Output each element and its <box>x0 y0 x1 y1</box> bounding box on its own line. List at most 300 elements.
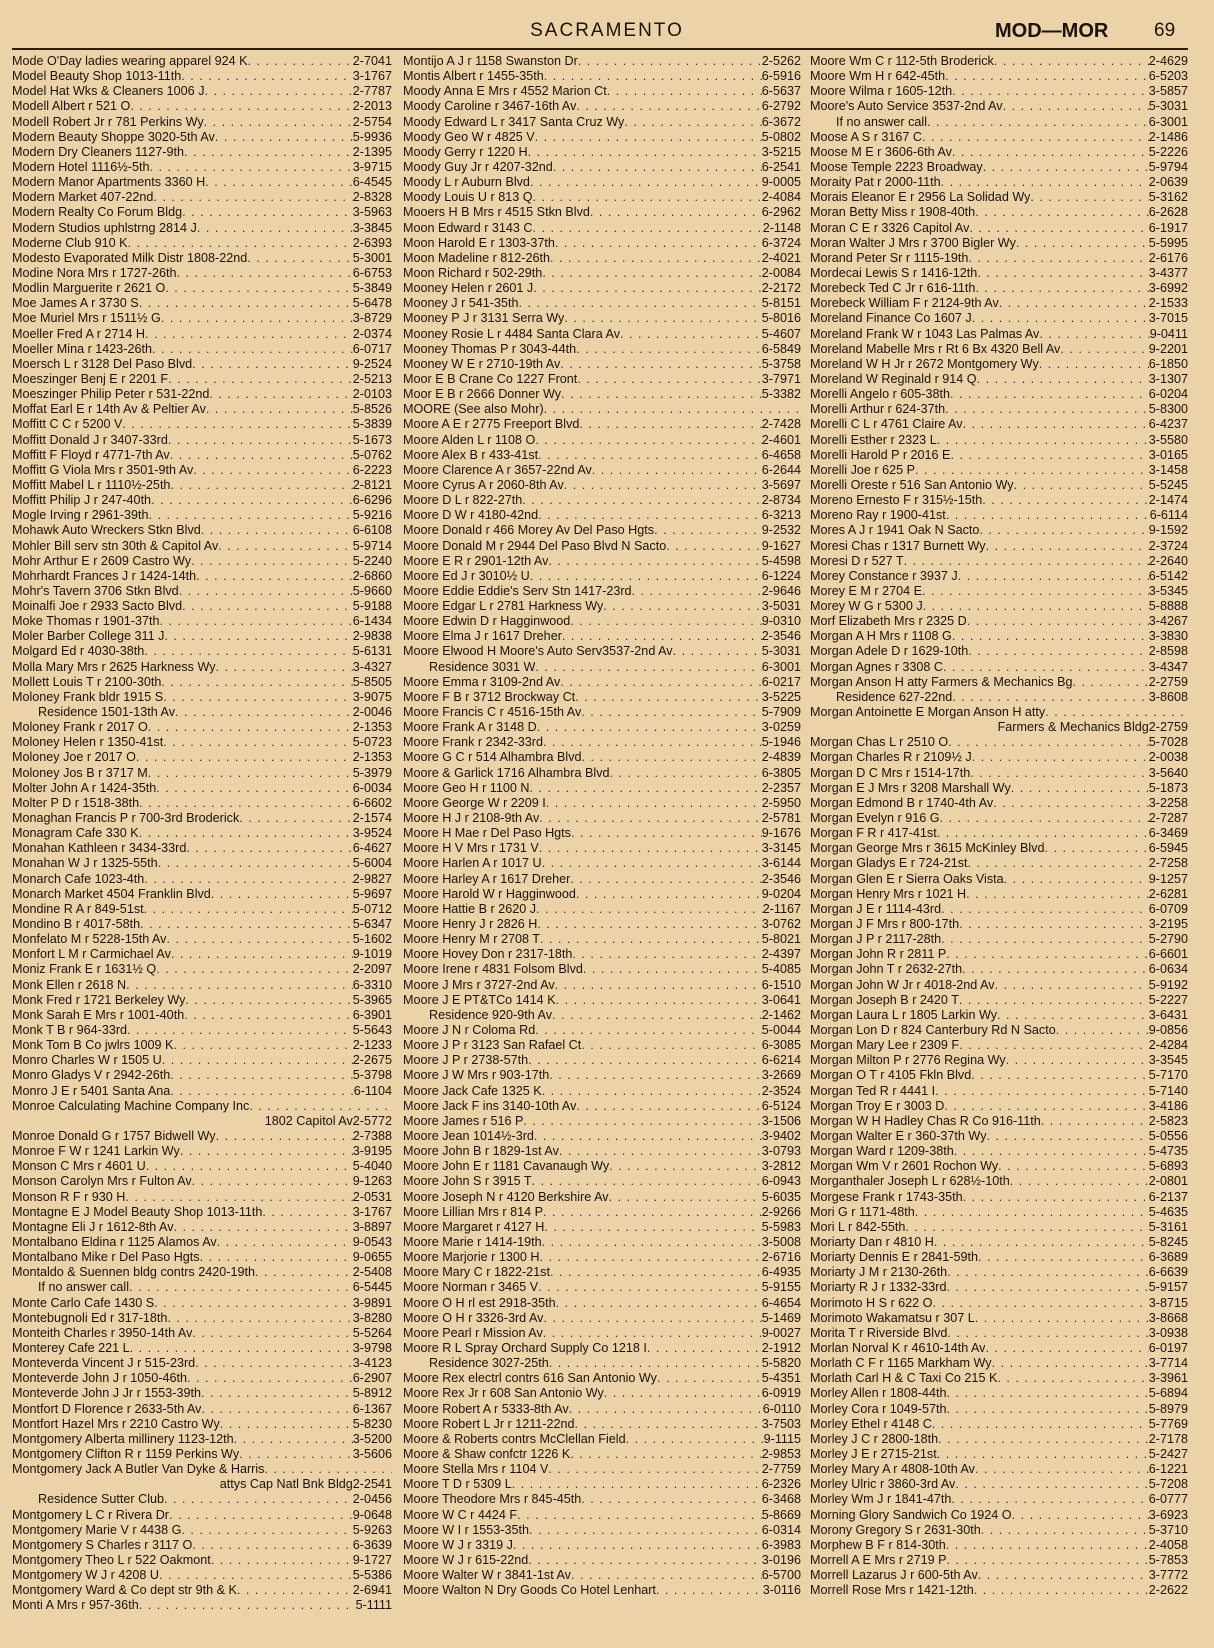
listing-row <box>810 145 1188 160</box>
listing-row <box>810 160 1188 175</box>
listing-phone: 2-1167 <box>762 901 801 916</box>
listing-name: Residence 1501-13th Av <box>38 705 175 720</box>
listing-name: Moore W I r 1553-35th <box>403 1522 529 1537</box>
listing-row <box>12 1477 392 1492</box>
dot-leader <box>264 1462 392 1477</box>
listing-phone: 2-0456 <box>352 1492 392 1507</box>
listing-row <box>12 1250 392 1265</box>
listing-row <box>12 433 392 448</box>
listing-phone: 2-4021 <box>761 250 801 265</box>
listing-name: Moore Ed J r 3010½ U <box>403 568 530 583</box>
listing-phone: 6-4237 <box>1148 417 1188 432</box>
listing-name: Farmers & Mechanics Bldg <box>997 720 1149 735</box>
listing-name: Moloney Frank r 2017 O <box>12 720 148 735</box>
listing-name: Moore J P r 3123 San Rafael Ct <box>403 1038 582 1053</box>
listing-row <box>810 932 1188 947</box>
listing-phone: 3-9524 <box>352 826 392 841</box>
dot-leader <box>548 554 761 569</box>
dot-leader <box>549 1068 762 1083</box>
listing-phone: 9-0856 <box>1148 1023 1188 1037</box>
dot-leader <box>528 1053 762 1068</box>
listing-row <box>12 1038 392 1053</box>
listing-name: Morgan Anson H atty Farmers & Mechanics Bg <box>810 674 1073 689</box>
listing-name: Moler Barber College 311 J <box>12 629 165 644</box>
listing-column-3 <box>810 54 1188 1598</box>
listing-phone: 5-5995 <box>1148 235 1188 250</box>
listing-name: Residence 3027-25th <box>429 1356 549 1371</box>
dot-leader <box>533 221 763 236</box>
dot-leader <box>215 130 353 145</box>
listing-name: Moody Anna E Mrs r 4552 Marion Ct <box>403 84 607 99</box>
dot-leader <box>578 54 762 69</box>
listing-row <box>403 84 801 99</box>
listing-name: Modern Realty Co Forum Bldg <box>12 205 183 220</box>
listing-row <box>403 145 801 160</box>
listing-row <box>810 599 1188 614</box>
dot-leader <box>175 705 353 720</box>
listing-row <box>12 1568 392 1583</box>
listing-row <box>403 448 801 463</box>
listing-name: Montgomery L C r Rivera Dr <box>12 1507 169 1522</box>
listing-phone: 6-1367 <box>352 1401 392 1416</box>
listing-phone: 2-3524 <box>761 1083 801 1098</box>
dot-leader <box>555 978 762 993</box>
listing-name: Mooney Helen r 2601 J <box>403 281 534 296</box>
listing-name: Monte Carlo Cafe 1430 S <box>12 1295 155 1310</box>
dot-leader <box>657 1371 762 1386</box>
dot-leader <box>144 902 353 917</box>
dot-leader <box>122 417 352 432</box>
listing-name: Morelli Arthur r 624-37th <box>810 402 946 417</box>
listing-row <box>12 357 392 372</box>
listing-name: Moresi D r 527 T <box>810 553 904 568</box>
listing-name: Moore R L Spray Orchard Supply Co 1218 I <box>403 1340 647 1355</box>
listing-row <box>12 327 392 342</box>
dot-leader <box>192 1174 353 1189</box>
listing-phone: 5-3031 <box>761 644 801 659</box>
dot-leader <box>576 887 762 902</box>
listing-name: Molter P D r 1518-38th <box>12 795 140 810</box>
listing-row <box>12 584 392 599</box>
listing-phone: 2-8328 <box>352 190 392 205</box>
dot-leader <box>1011 781 1149 796</box>
listing-row <box>12 160 392 175</box>
listing-name: Montgomery Clifton R r 1159 Perkins Wy <box>12 1446 240 1461</box>
header-rule <box>12 48 1188 50</box>
listing-row <box>403 1084 801 1099</box>
listing-phone: 3-9402 <box>761 1128 801 1143</box>
listing-phone: 6-2792 <box>761 99 801 114</box>
listing-phone: 5-7208 <box>1148 1477 1188 1492</box>
listing-row <box>403 463 801 478</box>
dot-leader <box>937 826 1149 841</box>
dot-leader <box>192 1326 352 1341</box>
dot-leader <box>220 1417 353 1432</box>
listing-phone: 9-1627 <box>761 538 801 553</box>
listing-name: Molla Mary Mrs r 2625 Harkness Wy <box>12 659 216 674</box>
listing-phone: 6-1850 <box>1148 356 1188 371</box>
listing-row <box>810 1311 1188 1326</box>
dot-leader <box>248 54 353 69</box>
listing-row <box>810 978 1188 993</box>
dot-leader <box>182 599 353 614</box>
listing-row <box>403 1205 801 1220</box>
listing-name: Montfort Hazel Mrs r 2210 Castro Wy <box>12 1416 220 1431</box>
listing-name: Moore Theodore Mrs r 845-45th <box>403 1492 582 1507</box>
listing-row <box>810 115 1188 130</box>
listing-name: Montgomery Jack A Butler Van Dyke & Harris <box>12 1462 265 1477</box>
dot-leader <box>169 1508 353 1523</box>
listing-phone: 5-8979 <box>1148 1401 1188 1416</box>
listing-phone: 6-0709 <box>1148 901 1188 916</box>
dot-leader <box>249 1099 392 1114</box>
listing-row <box>12 130 392 145</box>
listing-phone: 9-1115 <box>763 1431 801 1446</box>
listing-row <box>12 1174 392 1189</box>
listing-name: Moran C E r 3326 Capitol Av <box>810 220 970 235</box>
dot-leader <box>1010 1174 1149 1189</box>
dot-leader <box>159 614 352 629</box>
dot-leader <box>534 1129 762 1144</box>
listing-phone: 6-0717 <box>352 341 392 356</box>
listing-name: Morey Constance r 3937 J <box>810 568 958 583</box>
listing-row <box>403 417 801 432</box>
listing-name: Modell Albert r 521 O <box>12 99 131 114</box>
listing-phone: 6-3805 <box>761 765 801 780</box>
listing-phone: 2-9853 <box>761 1446 801 1461</box>
dot-leader <box>535 1023 762 1038</box>
listing-name: Montalbano Mike r Del Paso Hgts <box>12 1250 200 1265</box>
listing-name: Morgan John R r 2811 P <box>810 947 947 962</box>
listing-name: 1802 Capitol Av <box>264 1113 353 1128</box>
listing-row <box>403 1144 801 1159</box>
dot-leader <box>204 115 353 130</box>
listing-phone: 6-2644 <box>761 462 801 477</box>
listing-phone: 6-6602 <box>352 795 392 810</box>
dot-leader <box>158 856 353 871</box>
listing-row <box>403 1265 801 1280</box>
dot-leader <box>192 357 353 372</box>
listing-name: Morgan George Mrs r 3615 McKinley Blvd <box>810 841 1045 856</box>
listing-name: Montaldo & Suennen bldg contrs 2420-19th <box>12 1265 255 1280</box>
listing-name: Morony Gregory S r 2631-30th <box>810 1522 981 1537</box>
dot-leader <box>1044 841 1148 856</box>
listing-name: Mooney W E r 2710-19th Av <box>403 356 561 371</box>
listing-name: Moore Marie r 1414-19th <box>403 1234 542 1249</box>
dot-leader <box>539 841 762 856</box>
listing-name: Morelli Oreste r 516 San Antonio Wy <box>810 477 1014 492</box>
listing-name: Moose M E r 3606-6th Av <box>810 144 952 159</box>
listing-phone: 9-0648 <box>352 1507 392 1522</box>
dot-leader <box>546 796 762 811</box>
listing-row <box>810 1538 1188 1553</box>
listing-phone: 2-7388 <box>352 1128 392 1143</box>
dot-leader <box>156 962 353 977</box>
dot-leader <box>609 1159 762 1174</box>
dot-leader <box>571 1568 762 1583</box>
listing-phone: 6-2628 <box>1148 205 1188 220</box>
dot-leader <box>149 508 353 523</box>
listing-phone: 2-3546 <box>761 871 801 886</box>
dot-leader <box>575 1417 762 1432</box>
dot-leader <box>532 1174 762 1189</box>
listing-name: Morley J C r 2800-18th <box>810 1431 939 1446</box>
dot-leader <box>946 1553 1148 1568</box>
dot-leader <box>237 1583 353 1598</box>
listing-row <box>12 856 392 871</box>
listing-row <box>810 720 1188 735</box>
listing-row <box>403 221 801 236</box>
dot-leader <box>519 296 762 311</box>
dot-leader <box>130 99 352 114</box>
listing-phone: 2-6716 <box>761 1250 801 1265</box>
listing-phone: 2-1353 <box>352 720 392 735</box>
dot-leader <box>564 311 761 326</box>
listing-phone: 5-3162 <box>1148 190 1188 205</box>
dot-leader <box>969 221 1148 236</box>
listing-row <box>403 281 801 296</box>
dot-leader <box>673 644 762 659</box>
listing-name: Moore John S r 3915 T <box>403 1174 532 1189</box>
listing-name: Moore & Roberts contrs McClellan Field <box>403 1431 626 1446</box>
listing-phone: 5-5386 <box>352 1568 392 1583</box>
dot-leader <box>905 1220 1148 1235</box>
listing-name: Moore John E r 1181 Cavanaugh Wy <box>403 1159 610 1174</box>
listing-phone: 5-3798 <box>352 1068 392 1083</box>
dot-leader <box>620 327 762 342</box>
listing-phone: 3-0641 <box>761 992 801 1007</box>
listing-phone: 3-5606 <box>352 1446 392 1461</box>
dot-leader <box>154 1296 353 1311</box>
dot-leader <box>139 826 353 841</box>
listing-name: Monk Ellen r 2618 N <box>12 977 127 992</box>
listing-name: Monagram Cafe 330 K <box>12 826 139 841</box>
listing-phone: 5-4635 <box>1148 1204 1188 1219</box>
listing-name: Moore O H r 3326-3rd Av <box>403 1310 544 1325</box>
page-header <box>0 18 1214 48</box>
listing-name: Montgomery Theo L r 522 Oakmont <box>12 1552 211 1567</box>
listing-row <box>403 1538 801 1553</box>
dot-leader <box>579 417 761 432</box>
listing-phone: 6-3213 <box>761 508 801 523</box>
listing-phone: 9-2201 <box>1148 341 1188 356</box>
listing-row <box>403 1311 801 1326</box>
dot-leader <box>512 1477 762 1492</box>
listing-phone: 6-6214 <box>761 1053 801 1068</box>
listing-name: Mondino B r 4017-58th <box>12 917 141 932</box>
listing-name: Monk Sarah E Mrs r 1001-40th <box>12 1007 185 1022</box>
dot-leader <box>940 811 1149 826</box>
dot-leader <box>654 523 762 538</box>
listing-name: Moore Elwood H Moore's Auto Serv3537-2nd Av <box>403 644 673 659</box>
listing-name: Moore W C r 4424 F <box>403 1507 518 1522</box>
dot-leader <box>560 675 762 690</box>
listing-row <box>810 296 1188 311</box>
dot-leader <box>1003 99 1149 114</box>
listing-row <box>810 99 1188 114</box>
dot-leader <box>570 614 761 629</box>
dot-leader <box>164 629 352 644</box>
listing-phone: 6-5124 <box>761 1098 801 1113</box>
listing-row <box>12 1311 392 1326</box>
dot-leader <box>923 599 1149 614</box>
dot-leader <box>937 1447 1149 1462</box>
listing-name: Moore George W r 2209 I <box>403 795 546 810</box>
listing-row <box>403 236 801 251</box>
listing-phone: 2-2640 <box>1148 553 1188 568</box>
dot-leader <box>205 175 353 190</box>
listing-row <box>403 841 801 856</box>
listing-name: If no answer call <box>836 114 927 129</box>
listing-phone: 2-4397 <box>761 947 801 962</box>
listing-phone: 5-2427 <box>1148 1446 1188 1461</box>
listing-name: Moore J W Mrs r 903-17th <box>403 1068 550 1083</box>
dot-leader <box>148 766 353 781</box>
dot-leader <box>1039 357 1149 372</box>
dot-leader <box>564 478 762 493</box>
dot-leader <box>581 1492 762 1507</box>
dot-leader <box>239 811 353 826</box>
listing-name: Moreland W Reginald r 914 Q <box>810 371 977 386</box>
listing-phone: 6-0197 <box>1148 1340 1188 1355</box>
listing-row <box>403 357 801 372</box>
listing-phone: 2-1395 <box>352 144 392 159</box>
listing-phone: 6-6639 <box>1148 1265 1188 1280</box>
dot-leader <box>1060 342 1148 357</box>
dot-leader <box>195 1356 353 1371</box>
dot-leader <box>959 917 1149 932</box>
dot-leader <box>943 660 1149 675</box>
dot-leader <box>946 508 1150 523</box>
listing-phone: 2-4084 <box>761 190 801 205</box>
listing-phone: 6-2962 <box>761 205 801 220</box>
listing-phone: 2-4629 <box>1148 54 1188 68</box>
listing-name: Monti A Mrs r 957-36th <box>12 1598 139 1613</box>
dot-leader <box>528 145 762 160</box>
dot-leader <box>163 690 353 705</box>
listing-name: Morf Elizabeth Mrs r 2325 D <box>810 614 967 629</box>
listing-row <box>403 1296 801 1311</box>
listing-name: Moore Mary C r 1822-21st <box>403 1265 550 1280</box>
listing-row <box>810 190 1188 205</box>
listing-phone: 5-1111 <box>355 1598 392 1613</box>
dot-leader <box>1041 1114 1149 1129</box>
listing-name: Moore Harley A r 1617 Dreher <box>403 871 571 886</box>
listing-phone: 3-5200 <box>352 1431 392 1446</box>
listing-name: Morley Ulric r 3860-3rd Av <box>810 1477 956 1492</box>
dot-leader <box>604 1386 762 1401</box>
dot-leader <box>206 402 353 417</box>
listing-name: Morgan Troy E r 3003 D <box>810 1098 945 1113</box>
dot-leader <box>161 311 353 326</box>
listing-row <box>403 402 801 417</box>
listing-row <box>403 387 801 402</box>
listing-row <box>810 508 1188 523</box>
listing-phone: 2-7178 <box>1148 1431 1188 1446</box>
listing-phone: 2-1486 <box>1148 129 1188 144</box>
dot-leader <box>553 160 762 175</box>
listing-row <box>810 448 1188 463</box>
dot-leader <box>216 1129 353 1144</box>
listing-phone: 2-7759 <box>761 1462 801 1477</box>
listing-name: Molgard Ed r 4030-38th <box>12 644 145 659</box>
listing-phone: 3-3845 <box>352 220 392 235</box>
listing-phone: 3-8608 <box>1148 689 1188 704</box>
listing-phone: 5-1946 <box>761 735 801 750</box>
listing-row <box>403 99 801 114</box>
listing-name: Moon Madeline r 812-26th <box>403 250 551 265</box>
listing-name: Moore Rex electrl contrs 616 San Antonio Wy <box>403 1371 657 1386</box>
listing-phone: 3-3830 <box>1148 629 1188 644</box>
listing-row <box>12 932 392 947</box>
listing-row <box>810 766 1188 781</box>
dot-leader <box>159 1568 353 1583</box>
listing-phone: 5-8888 <box>1148 599 1188 614</box>
dot-leader <box>962 962 1149 977</box>
listing-phone: 3-9798 <box>352 1340 392 1355</box>
dot-leader <box>581 1038 762 1053</box>
dot-leader <box>539 1250 761 1265</box>
listing-name: Morgan O T r 4105 Fkln Blvd <box>810 1068 972 1083</box>
dot-leader <box>941 932 1149 947</box>
listing-phone: 2-9838 <box>352 629 392 644</box>
listing-row <box>403 1235 801 1250</box>
listing-phone: 5-9936 <box>352 129 392 144</box>
listing-phone: 5-5643 <box>352 1023 392 1037</box>
listing-phone: 3-8729 <box>352 311 392 326</box>
dot-leader <box>968 251 1148 266</box>
listing-phone: 3-8280 <box>352 1310 392 1325</box>
listing-phone: 5-6035 <box>761 1189 801 1204</box>
listing-phone: 5-6131 <box>352 644 392 659</box>
listing-name: Mooney Rosie L r 4484 Santa Clara Av <box>403 326 621 341</box>
listing-row <box>403 160 801 175</box>
listing-phone: 6-6108 <box>352 523 392 538</box>
dot-leader <box>560 357 762 372</box>
dot-leader <box>544 69 762 84</box>
dot-leader <box>967 614 1149 629</box>
listing-name: Moose A S r 3167 C <box>810 129 923 144</box>
listing-row <box>12 99 392 114</box>
listing-name: Moffitt Philip J r 247-40th <box>12 493 152 508</box>
listing-phone: 9-1676 <box>761 826 801 841</box>
listing-name: Morais Eleanor E r 2956 La Solidad Wy <box>810 190 1031 205</box>
listing-name: Montagne E J Model Beauty Shop 1013-11th <box>12 1204 263 1219</box>
listing-row <box>403 947 801 962</box>
listing-phone: 5-8016 <box>761 311 801 326</box>
dot-leader <box>185 993 352 1008</box>
listing-row <box>403 1114 801 1129</box>
dot-leader <box>139 296 353 311</box>
listing-row <box>403 584 801 599</box>
listing-phone: 5-3710 <box>1148 1522 1188 1537</box>
dot-leader <box>168 372 353 387</box>
listing-phone: 5-8526 <box>352 402 392 417</box>
listing-name: Moore T D r 5309 L <box>403 1477 512 1492</box>
listing-phone: 6-0919 <box>761 1386 801 1401</box>
dot-leader <box>125 1190 352 1205</box>
dot-leader <box>166 932 352 947</box>
listing-name: Moore D W r 4180-42nd <box>403 508 539 523</box>
listing-phone: 6-1224 <box>761 568 801 583</box>
listing-row <box>810 1068 1188 1083</box>
listing-name: Modern Market 407-22nd <box>12 190 154 205</box>
listing-phone: 6-3901 <box>352 1007 392 1022</box>
listing-phone: 2-1912 <box>761 1340 801 1355</box>
dot-leader <box>952 629 1149 644</box>
listing-phone: 5-8151 <box>761 296 801 311</box>
listing-name: Moore & Garlick 1716 Alhambra Blvd <box>403 765 610 780</box>
